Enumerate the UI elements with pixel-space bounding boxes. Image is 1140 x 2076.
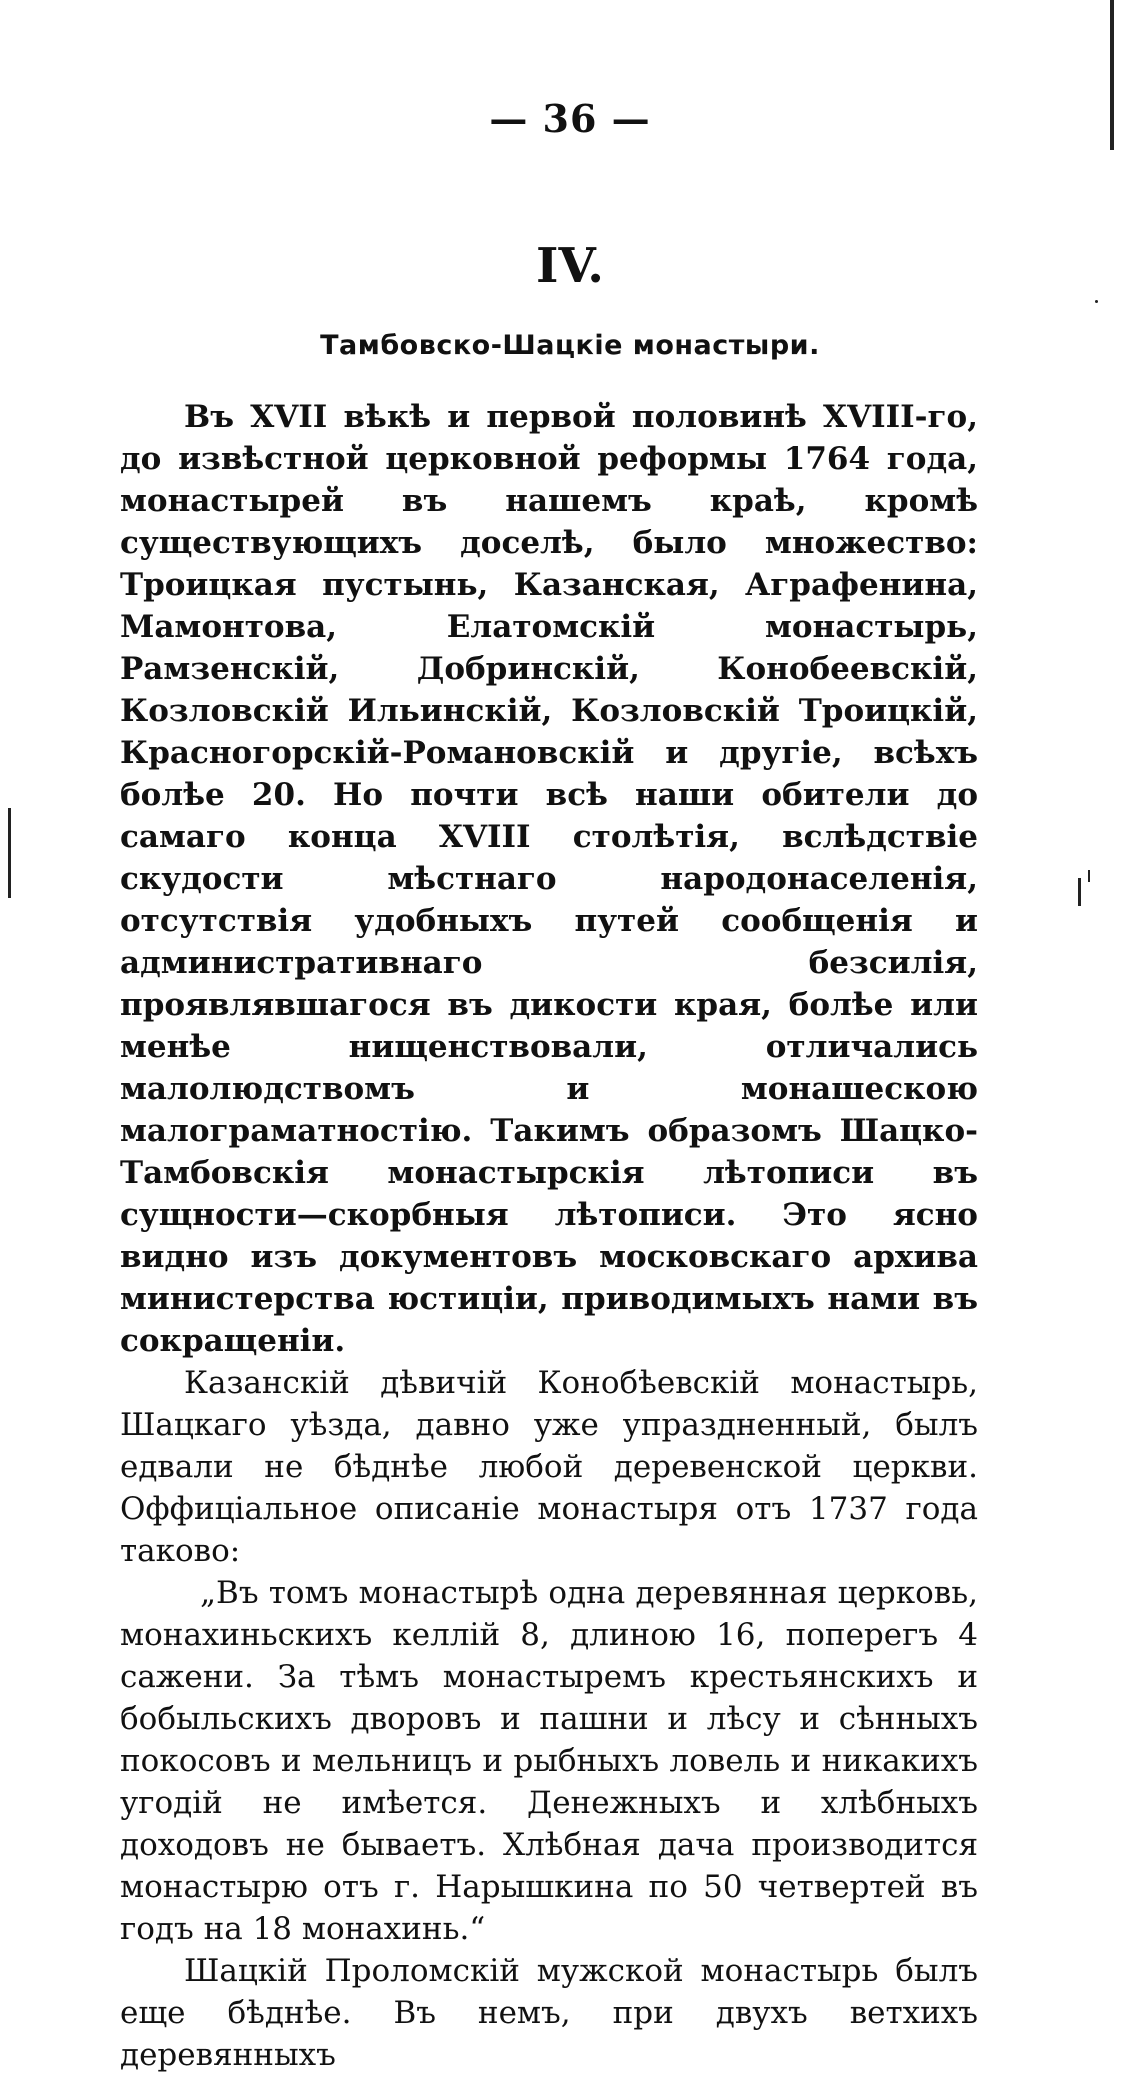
page-number: — 36 — — [489, 96, 651, 141]
scan-margin-mark — [1078, 878, 1081, 906]
body-text — [120, 396, 978, 2076]
chapter-heading: IV. — [535, 238, 604, 294]
section-title: Тамбовско-Шацкіе монастыри. — [320, 330, 820, 361]
scan-margin-mark — [1088, 870, 1090, 882]
scan-margin-mark — [8, 808, 11, 898]
quotation: „Въ томъ монастырѣ одна деревянная церковь, монахиньскихъ келлій 8, длиною 16, поперегъ 4 сажени. За тѣмъ монастыремъ крестьянскихъ и бобыльскихъ дворовъ и пашни и лѣсу и сѣнныхъ покосовъ и мельницъ и рыбныхъ ловель и никакихъ угодій не имѣется. Денежныхъ и хлѣбныхъ доходовъ не бываетъ. Хлѣбная дача производится монастырю отъ г. Нарышкина по 50 четвертей въ годъ на 18 монахинь.“ — [120, 1575, 978, 1947]
paragraph: Казанскій дѣвичій Конобѣевскій монастырь, Шацкаго уѣзда, давно уже упраздненный, былъ едвали не бѣднѣе любой деревенской церкви. Оффиціальное описаніе монастыря отъ 1737 года таково: — [120, 1365, 978, 1569]
paragraph: Въ XVII вѣкѣ и первой половинѣ XVIII-го, до извѣстной церковной реформы 1764 года, монастырей въ нашемъ краѣ, кромѣ существующихъ доселѣ, было множество: Троицкая пустынь, Казанская, Аграфенина, Мамонтова, Елатомскій монастырь, Рамзенскій, Добринскій, Конобеевскій, Козловскій Ильинскій, Козловскій Троицкій, Красногорскій-Романовскій и другіе, всѣхъ болѣе 20. Но почти всѣ наши обители до самаго конца XVIII столѣтія, вслѣдствіе скудости мѣстнаго народонаселенія, отсутствія удобныхъ путей сообщенія и административнаго безсилія, проявлявшагося въ дикости края, болѣе или менѣе нищенствовали, отличались малолюдствомъ и монашескою малограматностію. Такимъ образомъ Шацко-Тамбовскія монастырскія лѣтописи въ сущности—скорбныя лѣтописи. Это ясно видно изъ документовъ московскаго архива министерства юстиціи, приводимыхъ нами въ сокращеніи. — [120, 399, 978, 1359]
paragraph: Шацкій Проломскій мужской монастырь былъ еще бѣднѣе. Въ немъ, при двухъ ветхихъ деревянныхъ — [120, 1953, 978, 2073]
scan-speck — [1095, 300, 1098, 303]
